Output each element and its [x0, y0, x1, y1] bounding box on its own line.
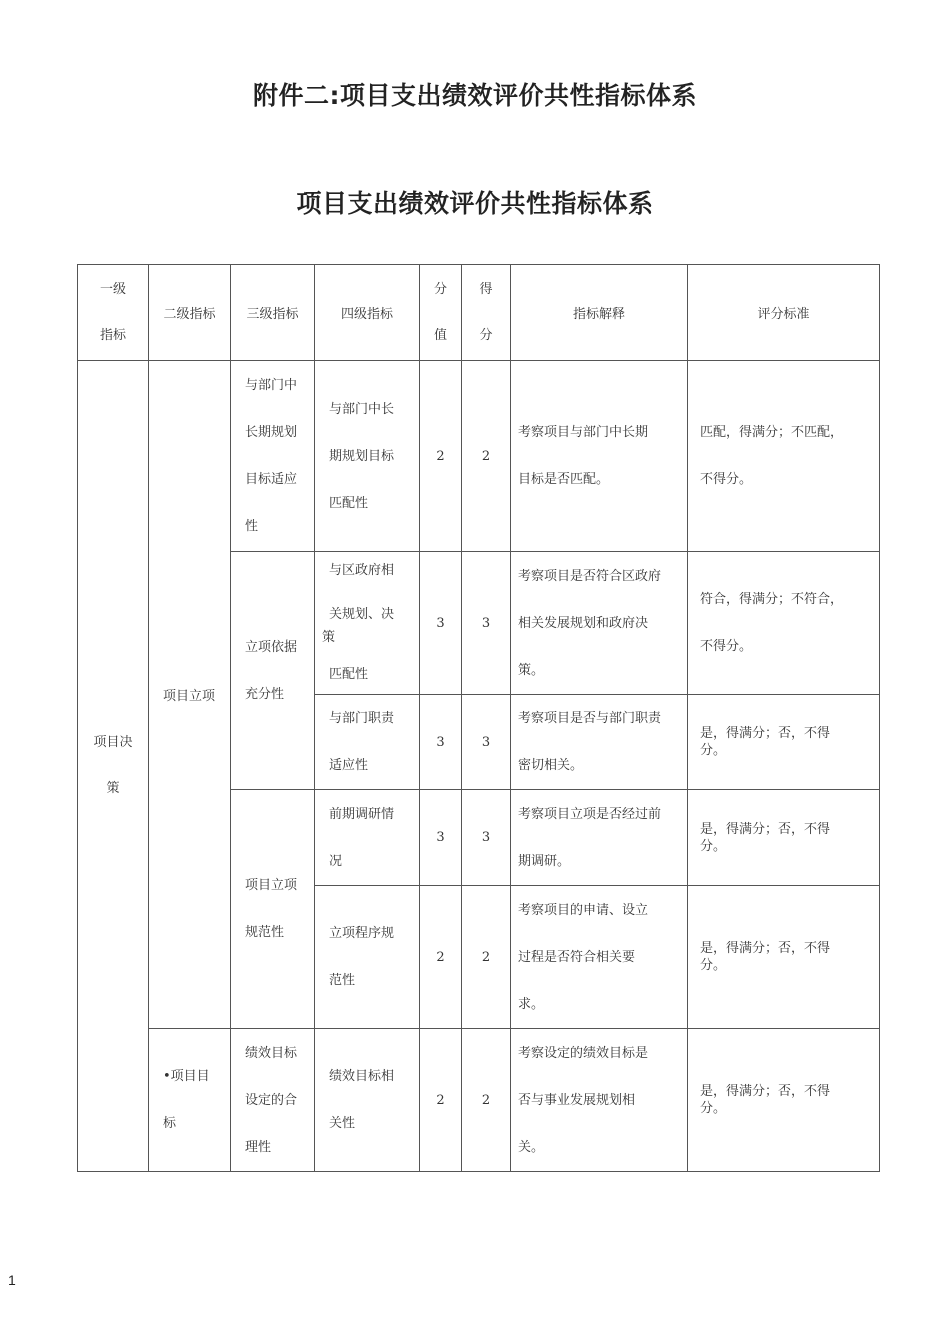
- level4-indicator: 立项程序规 范性: [315, 886, 420, 1029]
- got-score-value: 2: [462, 1029, 511, 1172]
- level3-indicator: 与部门中 长期规划 目标适应 性: [231, 361, 315, 552]
- indicator-explanation: 考察项目是否符合区政府 相关发展规划和政府决 策。: [511, 552, 688, 695]
- scoring-standard: 是，得满分；否，不得 分。: [688, 1029, 880, 1172]
- score-value: 2: [420, 361, 462, 552]
- got-score-value: 3: [462, 552, 511, 695]
- level3-indicator: 绩效目标 设定的合 理性: [231, 1029, 315, 1172]
- header-standard: 评分标准: [688, 265, 880, 361]
- got-score-value: 3: [462, 790, 511, 886]
- got-score-value: 2: [462, 886, 511, 1029]
- level1-indicator: 项目决 策: [78, 361, 149, 1172]
- level3-indicator: 项目立项 规范性: [231, 790, 315, 1029]
- got-score-value: 2: [462, 361, 511, 552]
- header-level4: 四级指标: [315, 265, 420, 361]
- level2-indicator-project-goal: •项目目 标: [149, 1029, 231, 1172]
- indicator-explanation: 考察设定的绩效目标是 否与事业发展规划相 关。: [511, 1029, 688, 1172]
- table-row: [78, 1029, 880, 1172]
- indicator-explanation: 考察项目立项是否经过前 期调研。: [511, 790, 688, 886]
- level4-indicator: 与部门中长 期规划目标 匹配性: [315, 361, 420, 552]
- got-score-value: 3: [462, 695, 511, 790]
- level4-indicator: 绩效目标相 关性: [315, 1029, 420, 1172]
- indicator-explanation: 考察项目是否与部门职责 密切相关。: [511, 695, 688, 790]
- scoring-standard: 匹配，得满分；不匹配， 不得分。: [688, 361, 880, 552]
- level4-indicator: 与部门职责 适应性: [315, 695, 420, 790]
- header-level1: 一级 指标: [78, 265, 149, 361]
- score-value: 3: [420, 695, 462, 790]
- header-level3: 三级指标: [231, 265, 315, 361]
- document-title: 附件二:项目支出绩效评价共性指标体系: [253, 81, 697, 110]
- indicator-table: [77, 264, 880, 1172]
- header-got-score: 得 分: [462, 265, 511, 361]
- scoring-standard: 是，得满分；否，不得 分。: [688, 790, 880, 886]
- header-score: 分 值: [420, 265, 462, 361]
- score-value: 2: [420, 1029, 462, 1172]
- scoring-standard: 符合，得满分；不符合， 不得分。: [688, 552, 880, 695]
- level2-indicator-project-approval: 项目立项: [149, 361, 231, 1029]
- header-explanation: 指标解释: [511, 265, 688, 361]
- table-header-row: [78, 265, 880, 361]
- table-title: 项目支出绩效评价共性指标体系: [296, 189, 654, 218]
- score-value: 3: [420, 552, 462, 695]
- indicator-explanation: 考察项目与部门中长期 目标是否匹配。: [511, 361, 688, 552]
- page-number: 1: [8, 1272, 16, 1288]
- table-row: [78, 361, 880, 552]
- level3-indicator: 立项依据 充分性: [231, 552, 315, 790]
- indicator-explanation: 考察项目的申请、设立 过程是否符合相关要 求。: [511, 886, 688, 1029]
- level4-indicator: 与区政府相 关规划、决 策 匹配性: [315, 552, 420, 695]
- level4-indicator: 前期调研情 况: [315, 790, 420, 886]
- scoring-standard: 是，得满分；否，不得 分。: [688, 695, 880, 790]
- header-level2: 二级指标: [149, 265, 231, 361]
- scoring-standard: 是，得满分；否，不得 分。: [688, 886, 880, 1029]
- score-value: 3: [420, 790, 462, 886]
- score-value: 2: [420, 886, 462, 1029]
